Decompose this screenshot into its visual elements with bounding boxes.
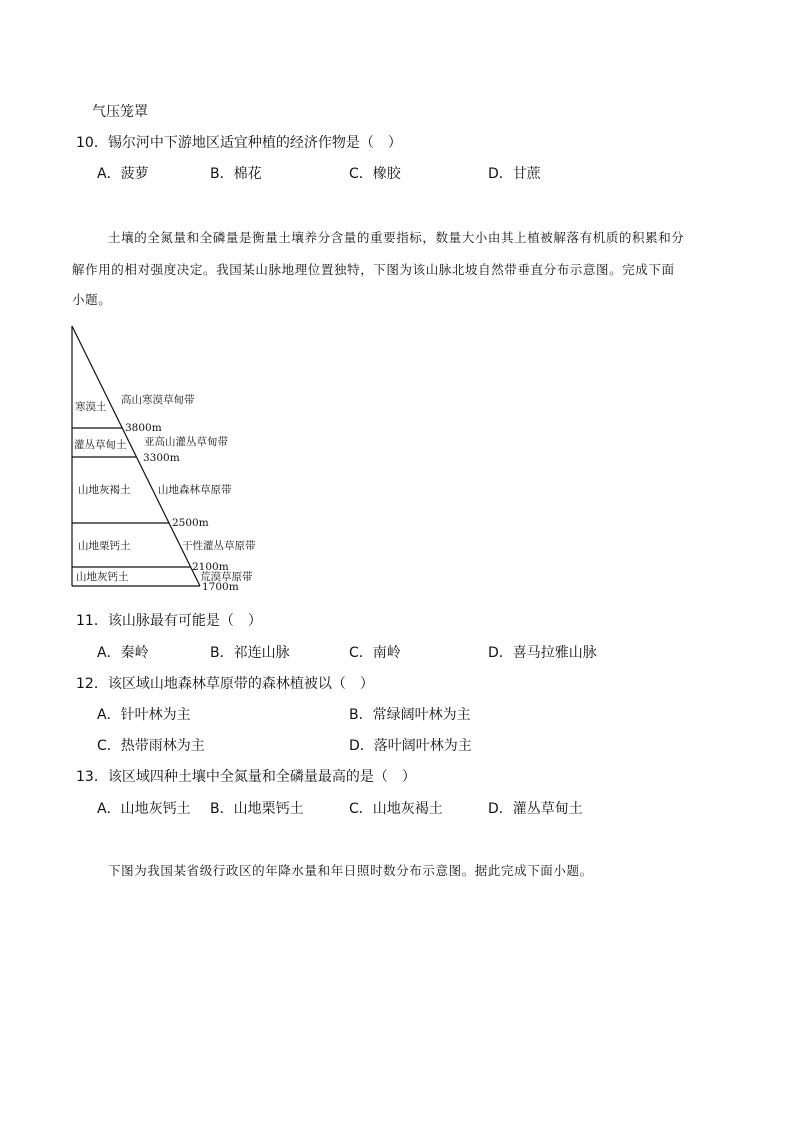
soil-label: 山地栗钙土 [78, 540, 131, 552]
option-d: D．落叶阔叶林为主 [349, 738, 472, 754]
question-stem: 13．该区域四种土壤中全氮量和全磷量最高的是（ ） [76, 769, 416, 785]
option-d: D．甘蔗 [488, 166, 541, 182]
option-d: D．喜马拉雅山脉 [488, 645, 597, 661]
belt-label: 山地森林草原带 [158, 484, 232, 496]
option-b: B．祁连山脉 [210, 645, 290, 661]
soil-label: 寒漠土 [75, 401, 107, 413]
option-a: A．针叶林为主 [97, 707, 191, 723]
option-b: B．棉花 [210, 166, 262, 182]
question-stem: 11．该山脉最有可能是（ ） [76, 613, 262, 629]
passage-line: 土壤的全氮量和全磷量是衡量土壤养分含量的重要指标，数量大小由其上植被解落有机质的积累和分 [108, 230, 685, 245]
soil-label: 山地灰褐土 [78, 484, 131, 496]
option-c: C．橡胶 [349, 166, 401, 182]
elevation-label: 3300m [143, 452, 180, 464]
belt-label: 亚高山灌丛草甸带 [144, 436, 228, 448]
vertical-zonation-diagram [68, 324, 288, 596]
passage-line: 解作用的相对强度决定。我国某山脉地理位置独特，下图为该山脉北坡自然带垂直分布示意图。完成下面 [72, 262, 675, 277]
option-c: C．热带雨林为主 [97, 738, 205, 754]
option-a: A．秦岭 [97, 645, 149, 661]
passage-line: 小题。 [72, 292, 112, 307]
elevation-label: 3800m [125, 422, 162, 434]
option-a: A．菠萝 [97, 166, 149, 182]
option-b: B．常绿阔叶林为主 [349, 707, 471, 723]
question-stem: 10．锡尔河中下游地区适宜种植的经济作物是（ ） [76, 135, 402, 151]
soil-label: 灌丛草甸土 [74, 439, 127, 451]
option-b: B．山地栗钙土 [210, 801, 304, 817]
elevation-label: 2500m [172, 517, 209, 529]
elevation-label: 2100m [192, 561, 229, 573]
continuation-text: 气压笼罩 [92, 104, 148, 120]
question-stem: 12．该区域山地森林草原带的森林植被以（ ） [76, 676, 374, 692]
reading-passage-precipitation: 下图为我国某省级行政区的年降水量和年日照时数分布示意图。据此完成下面小题。 [108, 863, 593, 878]
belt-label: 荒漠草原带 [200, 571, 253, 583]
option-c: C．山地灰褐土 [349, 801, 443, 817]
belt-label: 干性灌丛草原带 [182, 540, 256, 552]
option-a: A．山地灰钙土 [97, 801, 191, 817]
option-c: C．南岭 [349, 645, 401, 661]
option-d: D．灌丛草甸土 [488, 801, 583, 817]
belt-label: 高山寒漠草甸带 [121, 394, 195, 406]
soil-label: 山地灰钙土 [76, 571, 129, 583]
elevation-label: 1700m [202, 581, 239, 593]
